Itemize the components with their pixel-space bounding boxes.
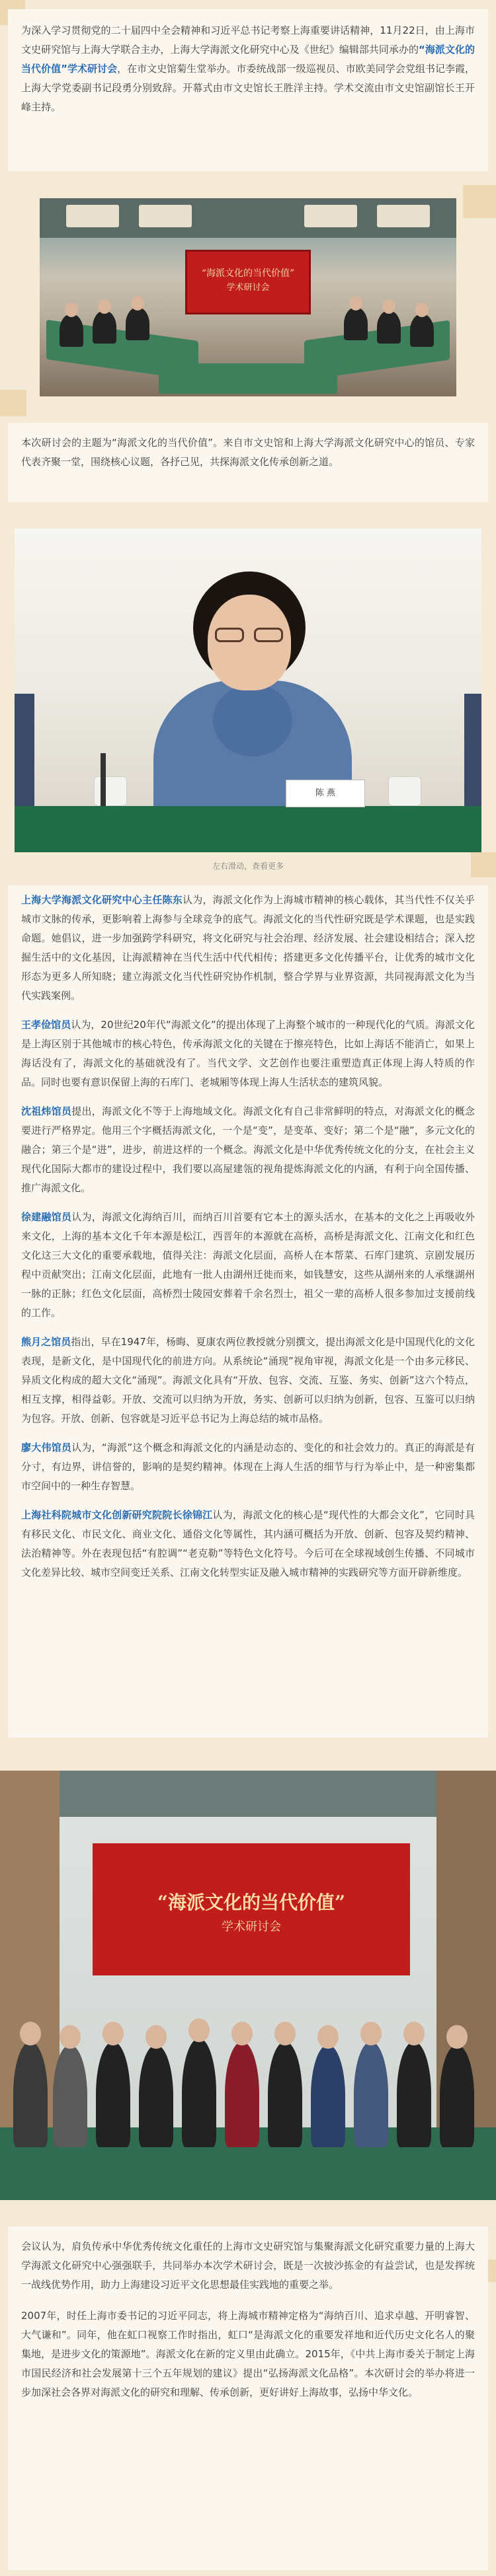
speaker-paragraph-5 — [21, 1333, 475, 1428]
group-banner-sub: 学术研讨会 — [222, 1920, 281, 1934]
tea-cup — [94, 776, 127, 806]
intro-text-1: 为深入学习贯彻党的二十届四中全会精神和习近平总书记考察上海重要讲话精神，11月22日，由上海市文史研究馆与上海大学联合主办，上海大学海派文化研究中心及《世纪》编辑部共同承办的 — [21, 24, 475, 55]
speaker-paragraph-1 — [21, 891, 475, 1006]
decor-square — [0, 390, 26, 416]
summary-panel — [8, 423, 488, 502]
summary-paragraph: 本次研讨会的主题为“海派文化的当代价值”。来自市文史馆和上海大学海派文化研究中心的馆员、专家代表齐聚一堂，围绕核心议题，各抒己见，共探海派文化传承创新之道。 — [21, 437, 475, 468]
speaker-text: 认为，“海派”这个概念和海派文化的内涵是动态的、变化的和社会效力的。真正的海派是有分寸，有边界，讲信誉的，影响的是契约精神。体现在上海人生活的细节与行为举止中，是一种密集都市空间中的一种生存智慧。 — [21, 1442, 475, 1492]
speaker-name: 沈祖炜馆员 — [21, 1105, 72, 1117]
conference-table-center — [159, 363, 337, 394]
meeting-room-photo — [40, 198, 456, 396]
speaker-nameplate — [286, 780, 365, 807]
speaker-text: 认为，海派文化作为上海城市精神的核心载体，其当代性不仅关乎城市文脉的传承，更影响着上海参与全球竞争的底气。海派文化的当代性研究既是学术课题，也是实践命题。她倡议，进一步加强跨学科研究，将文化研究与社会治理、经济发展、社会建设相结合；深入挖掘生活中的文化基因，让海派精神在当代生活中代代相传；搭建更多文化传播平台，让优秀的城市文化形态为更多人所知晓；建立海派文化当代性研究协作机制，整合学界与业界资源，共同视海派文化为当代实践案例。 — [21, 894, 475, 1002]
speaker-face — [208, 595, 291, 690]
speakers-panel — [8, 885, 488, 1738]
speaker-paragraph-7 — [21, 1506, 475, 1582]
speaker-paragraph-4 — [21, 1208, 475, 1323]
speaker-text: 指出，早在1947年，杨晦、夏康农两位教授就分别撰文，提出海派文化是中国现代化的文化表现，是新文化，是中国现代化的前进方向。从系统论“涌现”视角审视，海派文化是一个由多元移民、异质文化构成的超大文化“涌现”。海派文化具有“开放、包容、交流、互鉴、务实、创新”这六个特点，相互支撑，相得益彰。开放、交流可以归纳为开放，务实、创新可以归纳为创新，包容、互鉴可以归纳为包容。开放、创新、包容就是习近平总书记为上海总结的城市品格。 — [21, 1336, 475, 1424]
portrait-table — [15, 806, 481, 852]
speaker-text: 认为，海派文化海纳百川，而纳百川首要有它本土的源头活水，在基本的文化之上再吸收外来文化，上海的基本文化千年本源是松江，西晋年的本源就在高桥，高桥是海派文化、江南文化和红色文化这三大文化的重要承载地，值得关注：海派文化层面，高桥人在本帮菜、石库门建筑、京剧发展历程中贡献突出；江南文化层面，此地有一批人由湖州迁徙而来，如钱慧安，这些从湖州来的人承继湖州一脉的正脉；红色文化层面，高桥烈士陵园安葬着千余名烈士，祖父一辈的高桥人很多参加过支援前线的工作。 — [21, 1211, 475, 1319]
speaker-text: 提出，海派文化不等于上海地域文化。海派文化有自己非常鲜明的特点，对海派文化的概念要进行严格界定。他用三个字概括海派文化，一个是“变”，是变革、变好；第二个是“融”，多元文化的融合；第三个是“进”，进步，前进这样的一个概念。海派文化是中华优秀传统文化的分支，在社会主义现代化国际大都市的建设过程中，我们要以高屋建瓴的视角提炼海派文化的内涵，有利于向全国传播、推广海派文化。 — [21, 1105, 475, 1194]
decor-square — [463, 185, 496, 218]
photo-banner — [185, 250, 311, 314]
photo-banner-line2: 学术研讨会 — [226, 283, 270, 293]
speaker-text: 认为，20世纪20年代“海派文化”的提出体现了上海整个城市的一种现代化的气质。海派文化是上海区别于其他城市的核心特色，传承海派文化的关键在于擦亮特色，比如上海话不能消亡，如果上海话没有了，海派文化的基础就没有了。当代文学、文艺创作也要注重塑造真正体现上海人特质的作品。同时也要有意识保留上海的石库门、老城厢等体现上海人生活状态的建筑风貌。 — [21, 1019, 475, 1088]
intro-event-title: “海派文化的当代价值”学术研讨会 — [21, 44, 475, 75]
speaker-nameplate-text: 陈 燕 — [315, 788, 336, 798]
intro-panel — [8, 9, 488, 171]
swipe-caption: 左右滑动，查看更多 — [212, 862, 284, 871]
speaker-name: 廖大伟馆员 — [21, 1442, 72, 1454]
speaker-paragraph-6 — [21, 1438, 475, 1496]
closing-paragraph-1: 会议认为，肩负传承中华优秀传统文化重任的上海市文史研究馆与集聚海派文化研究重要力量的上海大学海派文化研究中心强强联手，共同举办本次学术研讨会，既是一次披沙拣金的有益尝试，也是发挥统一战线优势作用，助力上海建设习近平文化思想最佳实践地的重要之举。 — [21, 2240, 475, 2291]
speaker-name: 王孝俭馆员 — [21, 1019, 71, 1031]
speaker-portrait-photo — [15, 529, 481, 852]
speaker-name: 熊月之馆员 — [21, 1336, 71, 1348]
speaker-scarf — [213, 684, 292, 756]
speaker-paragraph-3 — [21, 1102, 475, 1198]
speaker-name: 徐建融馆员 — [21, 1211, 72, 1223]
group-photo-banner — [93, 1843, 410, 1975]
speaker-name: 上海社科院城市文化创新研究院院长徐锦江 — [21, 1509, 213, 1521]
speaker-paragraph-2 — [21, 1015, 475, 1092]
photo-banner-line1: “海派文化的当代价值” — [201, 268, 295, 279]
speaker-name: 上海大学海派文化研究中心主任陈东 — [21, 894, 183, 906]
closing-paragraph-2: 2007年，时任上海市委书记的习近平同志，将上海城市精神定格为“海纳百川、追求卓越、开明睿智、大气谦和”。同年，他在虹口视察工作时指出，虹口“是海派文化的重要发祥地和近代历史文化名人的聚集地，是进步文化的策源地”。海派文化在新的定义里由此确立。2015年，《中共上海市委关于制定上海市国民经济和社会发展第十三个五年规划的建议》提出“弘扬海派文化品格”。本次研讨会的举办将进一步加深社会各界对海派文化的研究和理解、传承创新，更好讲好上海故事，弘扬中华文化。 — [21, 2310, 475, 2398]
speaker-text: 认为，海派文化的核心是“现代性的大都会文化”，它同时具有移民文化、市民文化、商业文化、通俗文化等属性，其内涵可概括为开放、创新、包容及契约精神、法治精神等。外在表现包括“有腔调”“老克勒”等特色文化符号。今后可在全球视域创生传播、不同城市文化差异比较、城市空间变迁关系、江南文化转型实证及融入城市精神的实践研究等方面开辟新维度。 — [21, 1509, 475, 1578]
intro-paragraph — [21, 21, 475, 117]
tea-cup — [388, 776, 421, 806]
closing-panel — [8, 2226, 488, 2570]
group-banner-title: “海派文化的当代价值” — [157, 1892, 346, 1913]
group-row — [7, 1995, 489, 2160]
intro-text-2: ，在市文史馆菊生堂举办。市委统战部一级巡视员、市欧美同学会党组书记李霞，上海大学党委副书记段勇分别致辞。开幕式由市文史馆长王胜洋主持。学术交流由市文史馆副馆长王开峰主持。 — [21, 63, 475, 113]
group-photo — [0, 1771, 496, 2200]
